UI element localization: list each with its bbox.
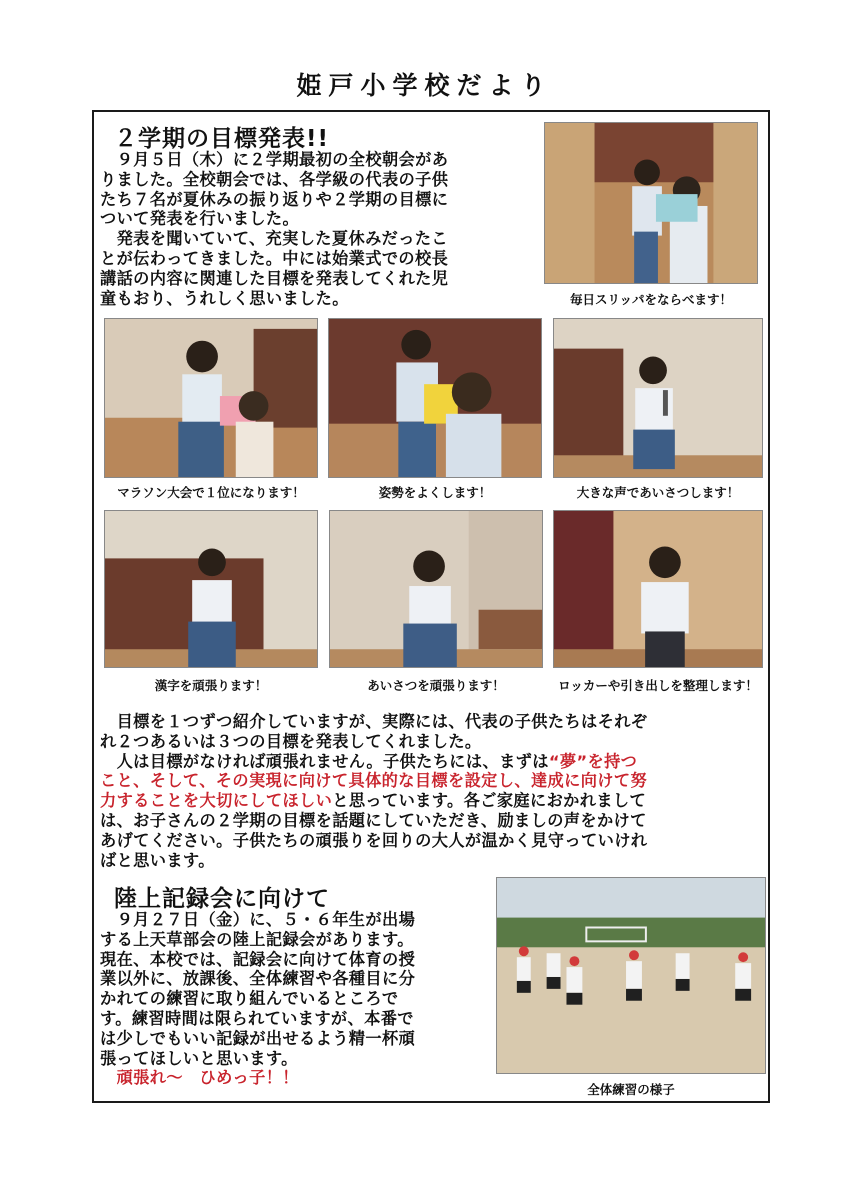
highlight-line: こと、そして、その実現に向けて具体的な目標を設定し、達成に向けて努 [100, 771, 648, 791]
cheer-text: 頑張れ～ ひめっ子！！ [100, 1068, 299, 1088]
photo-track-practice [496, 877, 766, 1074]
text-line: ９月５日（木）に２学期最初の全校朝会があ [100, 150, 449, 169]
photo-slippers [544, 122, 758, 284]
text-line: 現在、本校では、記録会に向けて体育の授 [100, 949, 416, 969]
text-line: す。練習時間は限られていますが、本番で [100, 1008, 414, 1028]
text-line [100, 752, 764, 772]
track-paragraph [100, 910, 492, 1088]
photo-caption: 全体練習の様子 [587, 1082, 675, 1097]
section-heading-goals: ２学期の目標発表!! [114, 126, 329, 152]
text-line: りました。全校朝会では、各学級の代表の子供 [100, 169, 449, 189]
photo-kanji [104, 510, 318, 668]
text-line: する上天草部会の陸上記録会があります。 [100, 929, 414, 949]
text-line: たち７名が夏休みの振り返りや２学期の目標に [100, 189, 449, 209]
page-title: 姫戸小学校だより [296, 71, 553, 100]
photo-caption: 大きな声であいさつします！ [576, 485, 740, 500]
photo-posture [328, 318, 542, 478]
text-line: は、お子さんの２学期の目標を話題にしていただき、励ましの声をかけて [100, 810, 647, 830]
photo-greeting-voice [553, 318, 763, 478]
goals-paragraph [100, 712, 764, 870]
text-line: ９月２７日（金）に、５・６年生が出場 [100, 910, 416, 929]
text-line: 業以外に、放課後、全体練習や各種目に分 [100, 969, 416, 989]
highlight-text: 力することを大切にしてほしい [100, 791, 333, 811]
text-line: 講話の内容に関連した目標を発表してくれた児 [100, 268, 449, 288]
text-line: ついて発表を行いました。 [100, 209, 300, 229]
text-line: 張ってほしいと思います。 [100, 1048, 298, 1068]
text-line: 童もおり、うれしく思いました。 [100, 288, 349, 308]
photo-greeting-effort [329, 510, 543, 668]
text-line: とが伝わってきました。中には始業式での校長 [100, 248, 449, 268]
text-line: 目標を１つずつ紹介していますが、実際には、代表の子供たちはそれぞ [100, 712, 648, 731]
text-line: は少しでもいい記録が出せるよう精一杯頑 [100, 1028, 416, 1048]
photo-caption: 姿勢をよくします！ [378, 485, 492, 500]
photo-marathon [104, 318, 318, 478]
photo-caption: 漢字を頑張ります！ [154, 678, 268, 693]
text-line: ばと思います。 [100, 850, 215, 870]
highlight-text: “夢”を持つ [548, 751, 638, 771]
section-heading-track: 陸上記録会に向けて [114, 886, 330, 912]
intro-paragraph [100, 150, 540, 308]
text-fragment: と思っています。各ご家庭におかれまして [332, 791, 647, 811]
text-fragment: 人は目標がなければ頑張れません。子供たちには、まずは [100, 751, 549, 771]
photo-caption: あいさつを頑張ります！ [367, 678, 505, 693]
text-line: れ２つあるいは３つの目標を発表してくれました。 [100, 731, 482, 751]
photo-caption: マラソン大会で１位になります！ [117, 485, 305, 500]
photo-locker [553, 510, 763, 668]
text-line: あげてください。子供たちの頑張りを回りの大人が温かく見守っていけれ [100, 830, 648, 850]
photo-caption: 毎日スリッパをならべます！ [569, 292, 732, 307]
text-line: かれての練習に取り組んでいるところで [100, 989, 399, 1009]
text-line [100, 791, 764, 811]
text-line: 発表を聞いていて、充実した夏休みだったこ [100, 229, 449, 249]
photo-caption: ロッカーや引き出しを整理します！ [558, 678, 758, 693]
